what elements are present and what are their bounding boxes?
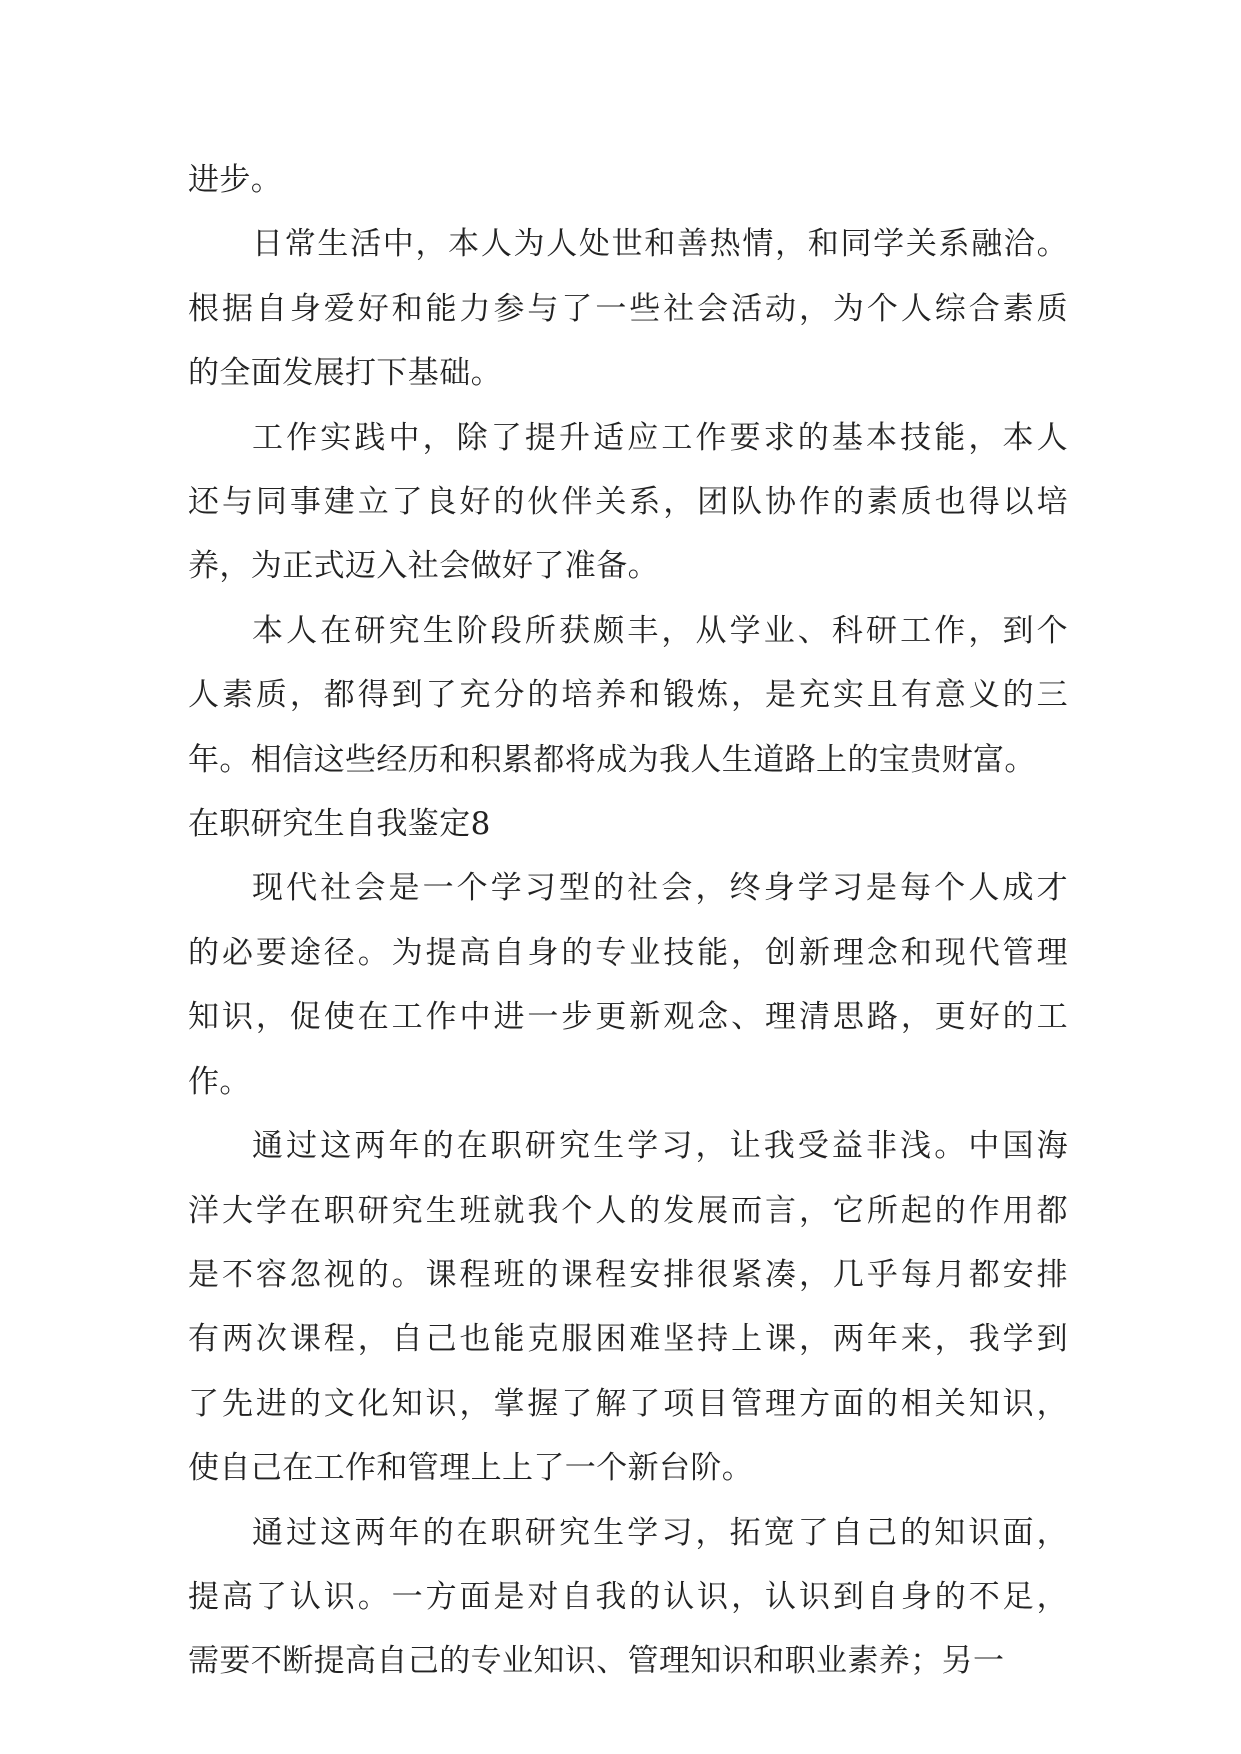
- text-line: 现代社会是一个学习型的社会，终身学习是每个人成才: [252, 870, 1068, 907]
- paragraph: [188, 212, 1068, 405]
- text-line: 通过这两年的在职研究生学习，让我受益非浅。中国海: [252, 1128, 1068, 1165]
- text-line: 通过这两年的在职研究生学习，拓宽了自己的知识面，: [252, 1514, 1068, 1551]
- text-line: 的全面发展打下基础。: [188, 355, 502, 392]
- text-line: 的必要途径。为提高自身的专业技能，创新理念和现代管理: [188, 934, 1068, 971]
- text-line: 进步。: [188, 162, 283, 198]
- text-line: 工作实践中，除了提升适应工作要求的基本技能，本人: [252, 419, 1068, 456]
- text-line: 本人在研究生阶段所获颇丰，从学业、科研工作，到个: [252, 612, 1068, 649]
- text-line: 年。相信这些经历和积累都将成为我人生道路上的宝贵财富。: [188, 741, 1036, 778]
- text-line: 日常生活中，本人为人处世和善热情，和同学关系融洽。: [252, 226, 1068, 263]
- text-line: 根据自身爱好和能力参与了一些社会活动，为个人综合素质: [188, 290, 1068, 327]
- text-line: 有两次课程，自己也能克服困难坚持上课，两年来，我学到: [188, 1321, 1068, 1358]
- text-line: 洋大学在职研究生班就我个人的发展而言，它所起的作用都: [188, 1192, 1068, 1229]
- text-line: 知识，促使在工作中进一步更新观念、理清思路，更好的工: [188, 999, 1068, 1036]
- paragraph: [188, 1114, 1068, 1500]
- text-line: 使自己在工作和管理上上了一个新台阶。: [188, 1450, 754, 1487]
- text-line: 提高了认识。一方面是对自我的认识，认识到自身的不足，: [188, 1578, 1068, 1615]
- text-line: 在职研究生自我鉴定8: [188, 806, 491, 843]
- text-line: 了先进的文化知识，掌握了解了项目管理方面的相关知识，: [188, 1385, 1068, 1422]
- paragraph: [188, 148, 1068, 212]
- text-line: 是不容忽视的。课程班的课程安排很紧凑，几乎每月都安排: [188, 1256, 1068, 1293]
- text-line: 养，为正式迈入社会做好了准备。: [188, 548, 659, 585]
- text-line: 需要不断提高自己的专业知识、管理知识和职业素养；另一: [188, 1643, 1005, 1680]
- paragraph: [188, 406, 1068, 599]
- paragraph: [188, 599, 1068, 792]
- paragraph: [188, 1501, 1068, 1694]
- text-line: 还与同事建立了良好的伙伴关系，团队协作的素质也得以培: [188, 484, 1068, 521]
- text-line: 作。: [188, 1063, 251, 1100]
- paragraph: [188, 856, 1068, 1114]
- section-heading: [188, 792, 1068, 856]
- text-line: 人素质，都得到了充分的培养和锻炼，是充实且有意义的三: [188, 677, 1068, 714]
- document-body: [188, 148, 1068, 1694]
